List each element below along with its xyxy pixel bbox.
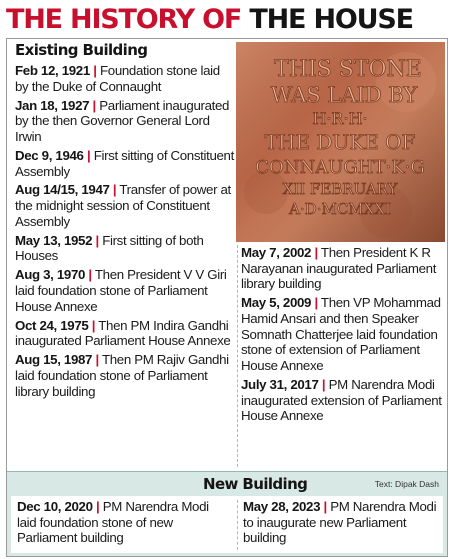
- inscription-line: XII FEBRUARY: [282, 180, 398, 198]
- inscription-line: THE DUKE OF: [264, 130, 416, 154]
- entry-date: May 28, 2023: [243, 499, 321, 514]
- separator-icon: |: [92, 97, 96, 113]
- timeline-entry: [15, 318, 235, 349]
- entry-text: First sitting of both Houses: [15, 232, 204, 264]
- entry-date: Feb 12, 1921: [15, 63, 90, 78]
- timeline-left-column: [15, 63, 235, 403]
- entry-date: Aug 15, 1987: [15, 352, 93, 368]
- timeline-entry: [15, 182, 235, 229]
- entry-text: Transfer of power at the midnight session of Constituent Assembly: [15, 182, 231, 229]
- timeline-entry: [15, 148, 235, 179]
- entry-text: Then PM Indira Gandhi inaugurated Parliament House Annexe: [15, 317, 231, 349]
- new-building-heading: New Building: [203, 475, 308, 493]
- entry-text: Parliament inaugurated by the then Governor General Lord Irwin: [15, 97, 230, 144]
- entry-text: Then President K R Narayanan inaugurated Parliament library building: [241, 245, 437, 292]
- entry-date: Oct 24, 1975: [15, 317, 89, 333]
- entry-date: Dec 10, 2020: [17, 499, 93, 514]
- timeline-entry: [15, 98, 235, 145]
- page-title: [6, 2, 446, 38]
- entry-date: May 7, 2002: [241, 245, 312, 260]
- timeline-entry: [241, 377, 445, 424]
- entry-date: May 13, 1952: [15, 232, 93, 248]
- inscription-line: A·D·MCMXXI: [289, 200, 391, 218]
- new-building-section: [7, 471, 447, 556]
- existing-building-section: [7, 39, 447, 471]
- timeline-entry: [241, 295, 445, 374]
- timeline-entry: [15, 233, 235, 264]
- entry-text: Then President V V Giri laid foundation stone of Parliament House Annexe: [15, 267, 227, 314]
- timeline-entry: [15, 352, 235, 399]
- separator-icon: |: [321, 377, 326, 392]
- column-divider: [237, 245, 238, 467]
- timeline-entry: [15, 267, 235, 314]
- entry-date: Aug 14/15, 1947: [15, 182, 110, 198]
- title-part-2: THE HOUSE: [249, 4, 413, 35]
- entry-text: PM Narendra Modi to inaugurate new Parliament building: [243, 499, 437, 546]
- entry-text: PM Narendra Modi inaugurated extension of Parliament House Annexe: [241, 377, 442, 424]
- inscription-line: WAS LAID BY: [270, 83, 418, 107]
- inscription-line: THIS STONE: [274, 57, 422, 82]
- new-building-entries: [11, 496, 443, 553]
- timeline-entry: [241, 245, 445, 292]
- entry-text: Then VP Mohammad Hamid Ansari and then Speaker Somnath Chatterjee laid foundation stone of extension of Parliament House Annexe: [241, 295, 441, 374]
- entry-date: Dec 9, 1946: [15, 147, 84, 163]
- entry-text: PM Narendra Modi laid foundation stone of new Parliament building: [17, 499, 209, 546]
- title-part-1: THE HISTORY OF: [6, 4, 242, 35]
- text-credit: Text: Dipak Dash: [374, 479, 439, 489]
- entry-text: Foundation stone laid by the Duke of Connaught: [15, 63, 220, 94]
- timeline-entry: [15, 63, 235, 94]
- inscription-line: H·R·H·: [312, 109, 368, 128]
- entry-date: Jan 18, 1927: [15, 97, 90, 113]
- separator-icon: |: [91, 317, 96, 333]
- column-divider: [237, 500, 238, 550]
- separator-icon: |: [93, 63, 97, 78]
- entry-date: Aug 3, 1970: [15, 267, 86, 283]
- separator-icon: |: [314, 295, 318, 311]
- foundation-stone-inscription: [236, 42, 445, 242]
- separator-icon: |: [86, 147, 91, 163]
- entry-date: May 5, 2009: [241, 295, 312, 311]
- separator-icon: |: [314, 245, 318, 260]
- separator-icon: |: [112, 182, 117, 198]
- inscription-line: CONNAUGHT·K·G: [255, 157, 425, 178]
- separator-icon: |: [95, 232, 99, 248]
- entry-text: Then PM Rajiv Gandhi laid foundation stone of Parliament library building: [15, 352, 229, 399]
- foundation-stone-photo: [236, 42, 445, 242]
- entry-text: First sitting of Constituent Assembly: [15, 147, 234, 179]
- history-panel: [6, 38, 448, 557]
- timeline-right-column: [241, 245, 445, 427]
- separator-icon: |: [95, 352, 99, 368]
- existing-building-heading: Existing Building: [15, 41, 148, 59]
- entry-date: July 31, 2017: [241, 377, 319, 392]
- separator-icon: |: [96, 499, 100, 514]
- timeline-entry: [243, 499, 443, 546]
- separator-icon: |: [323, 499, 327, 514]
- timeline-entry: [17, 499, 217, 546]
- separator-icon: |: [88, 267, 92, 283]
